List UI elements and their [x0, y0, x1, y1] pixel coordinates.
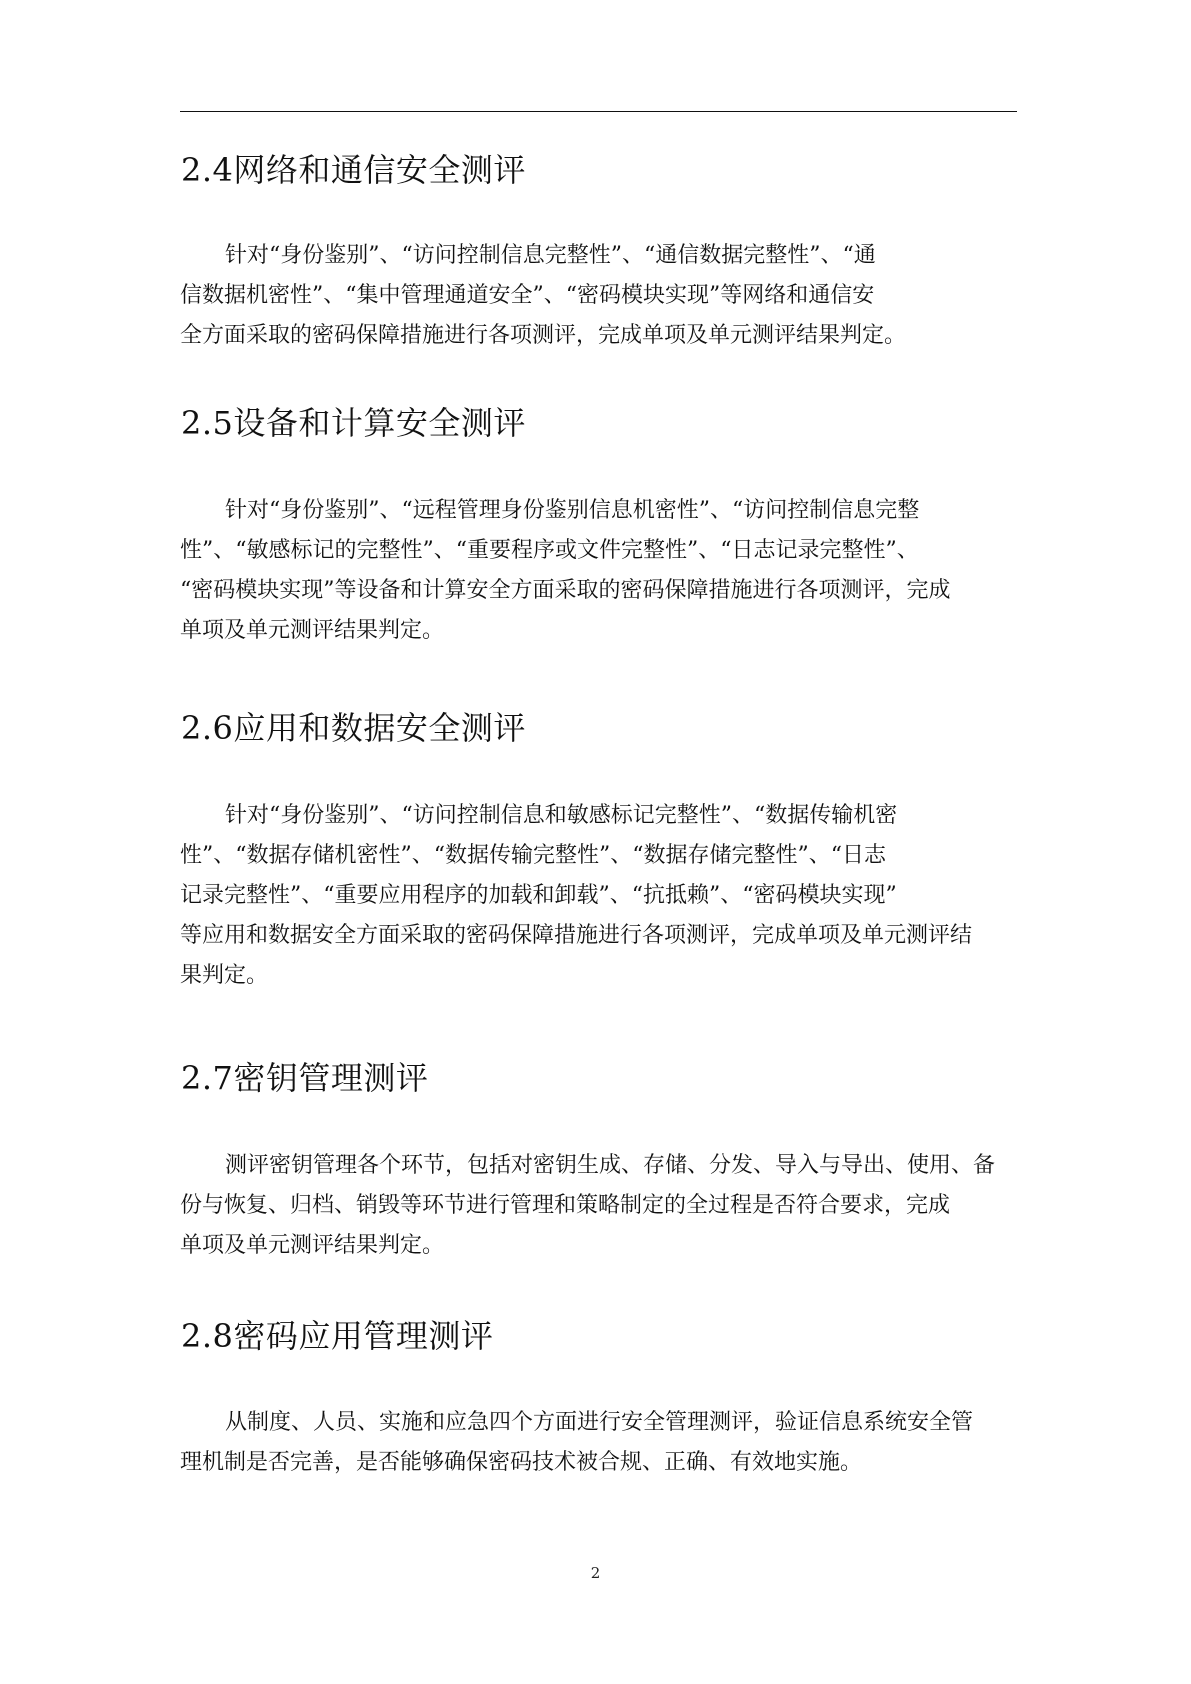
body-line: 针对“身份鉴别”、“远程管理身份鉴别信息机密性”、“访问控制信息完整 — [225, 498, 920, 523]
body-line: 单项及单元测评结果判定。 — [180, 1233, 445, 1258]
section-heading-2-6: 2.6应用和数据安全测评 — [181, 709, 526, 747]
body-line: 性”、“敏感标记的完整性”、“重要程序或文件完整性”、“日志记录完整性”、 — [180, 538, 919, 563]
body-line: 测评密钥管理各个环节，包括对密钥生成、存储、分发、导入与导出、使用、备 — [225, 1153, 996, 1178]
body-line: “密码模块实现”等设备和计算安全方面采取的密码保障措施进行各项测评，完成 — [180, 578, 951, 603]
section-heading-2-5: 2.5设备和计算安全测评 — [181, 404, 526, 442]
body-line: 记录完整性”、“重要应用程序的加载和卸载”、“抗抵赖”、“密码模块实现” — [180, 883, 897, 908]
body-line: 针对“身份鉴别”、“访问控制信息完整性”、“通信数据完整性”、“通 — [225, 243, 876, 268]
body-line: 性”、“数据存储机密性”、“数据传输完整性”、“数据存储完整性”、“日志 — [180, 843, 886, 868]
section-body-2-7 — [180, 1146, 1020, 1266]
section-heading-2-4: 2.4网络和通信安全测评 — [181, 151, 526, 189]
body-line: 单项及单元测评结果判定。 — [180, 618, 445, 643]
body-line: 份与恢复、归档、销毁等环节进行管理和策略制定的全过程是否符合要求，完成 — [180, 1193, 951, 1218]
page-number: 2 — [590, 1564, 601, 1582]
body-line: 信数据机密性”、“集中管理通道安全”、“密码模块实现”等网络和通信安 — [180, 283, 875, 308]
body-line: 针对“身份鉴别”、“访问控制信息和敏感标记完整性”、“数据传输机密 — [225, 803, 898, 828]
body-line: 理机制是否完善，是否能够确保密码技术被合规、正确、有效地实施。 — [180, 1450, 863, 1475]
header-rule — [180, 111, 1017, 112]
section-body-2-5 — [180, 491, 1020, 651]
section-body-2-6 — [180, 796, 1020, 996]
body-line: 等应用和数据安全方面采取的密码保障措施进行各项测评，完成单项及单元测评结 — [180, 923, 973, 948]
section-heading-2-7: 2.7密钥管理测评 — [181, 1059, 429, 1097]
body-line: 全方面采取的密码保障措施进行各项测评，完成单项及单元测评结果判定。 — [180, 323, 907, 348]
section-body-2-8 — [180, 1403, 1020, 1483]
section-body-2-4 — [180, 236, 1020, 356]
body-line: 果判定。 — [180, 963, 269, 988]
section-heading-2-8: 2.8密码应用管理测评 — [181, 1317, 494, 1355]
body-line: 从制度、人员、实施和应急四个方面进行安全管理测评，验证信息系统安全管 — [225, 1410, 974, 1435]
